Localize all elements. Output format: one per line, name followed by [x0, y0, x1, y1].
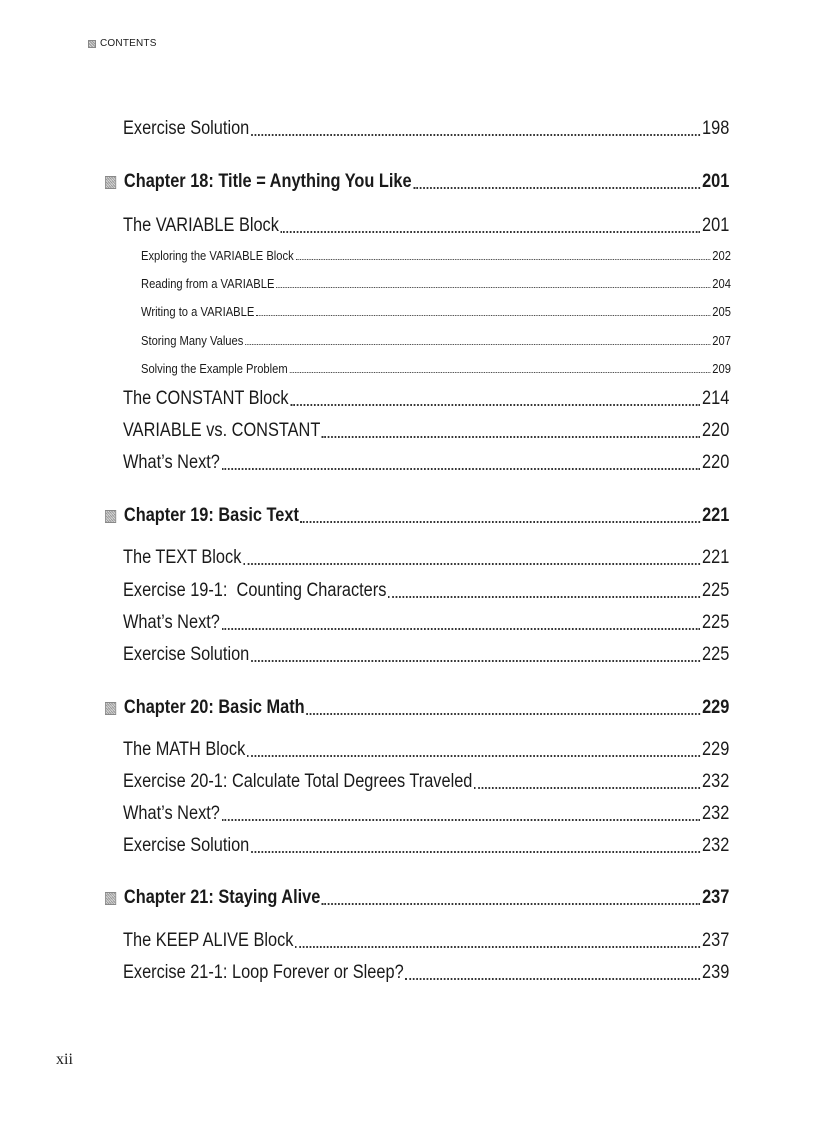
toc-entry-title: Exercise 21-1: Loop Forever or Sleep? — [123, 962, 404, 983]
toc-subentry-page: 205 — [712, 304, 731, 319]
dot-leader — [222, 819, 701, 821]
dot-leader — [474, 787, 700, 789]
toc-entry-page: 239 — [702, 962, 730, 983]
dot-leader — [295, 946, 700, 948]
dot-leader — [251, 851, 700, 853]
dot-leader — [322, 436, 700, 438]
toc-entry-page: 198 — [702, 118, 730, 139]
toc-entry-title: What’s Next? — [123, 803, 220, 824]
toc-entry-page: 225 — [702, 644, 730, 665]
running-header — [88, 38, 157, 49]
toc-entry-page: 221 — [702, 547, 730, 568]
toc-entry[interactable] — [123, 388, 729, 410]
chapter-square-icon — [105, 702, 116, 715]
toc-entry[interactable] — [123, 771, 729, 793]
toc-entry-page: 232 — [702, 803, 730, 824]
dot-leader — [251, 660, 700, 662]
dot-leader — [222, 628, 701, 630]
toc-chapter-page: 237 — [702, 887, 730, 908]
square-bullet-icon — [88, 40, 96, 48]
toc-entry[interactable] — [123, 612, 729, 634]
toc-entry[interactable] — [123, 835, 729, 857]
toc-subentry[interactable] — [141, 333, 731, 348]
toc-entry[interactable] — [123, 644, 729, 666]
dot-leader — [290, 404, 700, 406]
dot-leader — [301, 521, 701, 523]
dot-leader — [413, 187, 700, 189]
toc-chapter-title: Chapter 19: Basic Text — [123, 505, 299, 526]
dot-leader — [295, 259, 710, 260]
dot-leader — [289, 372, 710, 373]
toc-subentry-page: 204 — [712, 276, 731, 291]
toc-subentry-title: Storing Many Values — [141, 333, 244, 348]
toc-entry[interactable] — [123, 803, 729, 825]
toc-subentry-title: Writing to a VARIABLE — [141, 304, 255, 319]
toc-entry[interactable] — [123, 739, 729, 761]
toc-subentry[interactable] — [141, 248, 731, 263]
toc-subentry-page: 202 — [712, 248, 731, 263]
toc-chapter-page: 229 — [702, 697, 730, 718]
toc-entry-page: 232 — [702, 771, 730, 792]
dot-leader — [251, 134, 700, 136]
toc-entry[interactable] — [123, 547, 729, 569]
chapter-square-icon — [105, 510, 116, 523]
toc-entry-page: 229 — [702, 739, 730, 760]
toc-entry-page: 220 — [702, 420, 730, 441]
toc-chapter-title: Chapter 20: Basic Math — [123, 697, 305, 718]
toc-entry-page: 232 — [702, 835, 730, 856]
toc-entry-page: 201 — [702, 215, 730, 236]
toc-entry-title: The VARIABLE Block — [123, 215, 279, 236]
dot-leader — [247, 755, 700, 757]
toc-entry-page: 220 — [702, 452, 730, 473]
toc-entry[interactable] — [123, 215, 729, 237]
toc-chapter-title: Chapter 21: Staying Alive — [123, 887, 321, 908]
dot-leader — [322, 903, 700, 905]
toc-entry-page: 225 — [702, 612, 730, 633]
toc-subentry-title: Solving the Example Problem — [141, 361, 288, 376]
dot-leader — [388, 596, 700, 598]
toc-chapter-page: 201 — [702, 171, 730, 192]
toc-entry-title: The KEEP ALIVE Block — [123, 930, 294, 951]
toc-subentry[interactable] — [141, 304, 731, 319]
toc-entry-title: The TEXT Block — [123, 547, 242, 568]
chapter-square-icon — [105, 892, 116, 905]
toc-entry[interactable] — [123, 118, 729, 140]
toc-entry-title: The MATH Block — [123, 739, 246, 760]
dot-leader — [243, 563, 700, 565]
toc-entry-page: 225 — [702, 580, 730, 601]
toc-entry[interactable] — [123, 420, 729, 442]
toc-entry-title: Exercise Solution — [123, 835, 250, 856]
dot-leader — [281, 231, 701, 233]
dot-leader — [245, 344, 711, 345]
toc-entry-page: 237 — [702, 930, 730, 951]
toc-entry[interactable] — [123, 962, 729, 984]
dot-leader — [256, 315, 711, 316]
toc-subentry[interactable] — [141, 276, 731, 291]
toc-subentry-page: 207 — [712, 333, 731, 348]
toc-entry-title: The CONSTANT Block — [123, 388, 289, 409]
toc-subentry-title: Exploring the VARIABLE Block — [141, 248, 294, 263]
toc-chapter-page: 221 — [702, 505, 730, 526]
toc-entry-title: What’s Next? — [123, 452, 220, 473]
toc-chapter-entry[interactable] — [105, 887, 729, 909]
toc-entry-title: Exercise 20-1: Calculate Total Degrees Traveled — [123, 771, 473, 792]
toc-entry-title: What’s Next? — [123, 612, 220, 633]
toc-chapter-entry[interactable] — [105, 697, 729, 719]
toc-entry-title: VARIABLE vs. CONSTANT — [123, 420, 321, 441]
toc-chapter-entry[interactable] — [105, 171, 729, 193]
toc-entry-title: Exercise Solution — [123, 644, 250, 665]
toc-entry-page: 214 — [702, 388, 730, 409]
running-header-label: CONTENTS — [100, 38, 157, 49]
toc-subentry-title: Reading from a VARIABLE — [141, 276, 275, 291]
chapter-square-icon — [105, 176, 116, 189]
toc-entry-title: Exercise 19-1: Counting Characters — [123, 580, 387, 601]
dot-leader — [405, 978, 700, 980]
toc-chapter-title: Chapter 18: Title = Anything You Like — [123, 171, 412, 192]
toc-entry[interactable] — [123, 580, 729, 602]
toc-entry[interactable] — [123, 930, 729, 952]
dot-leader — [306, 713, 700, 715]
toc-entry[interactable] — [123, 452, 729, 474]
page-number: xii — [56, 1051, 73, 1068]
toc-subentry[interactable] — [141, 361, 731, 376]
dot-leader — [276, 287, 710, 288]
toc-entry-title: Exercise Solution — [123, 118, 250, 139]
toc-subentry-page: 209 — [712, 361, 731, 376]
dot-leader — [222, 468, 701, 470]
toc-chapter-entry[interactable] — [105, 505, 729, 527]
